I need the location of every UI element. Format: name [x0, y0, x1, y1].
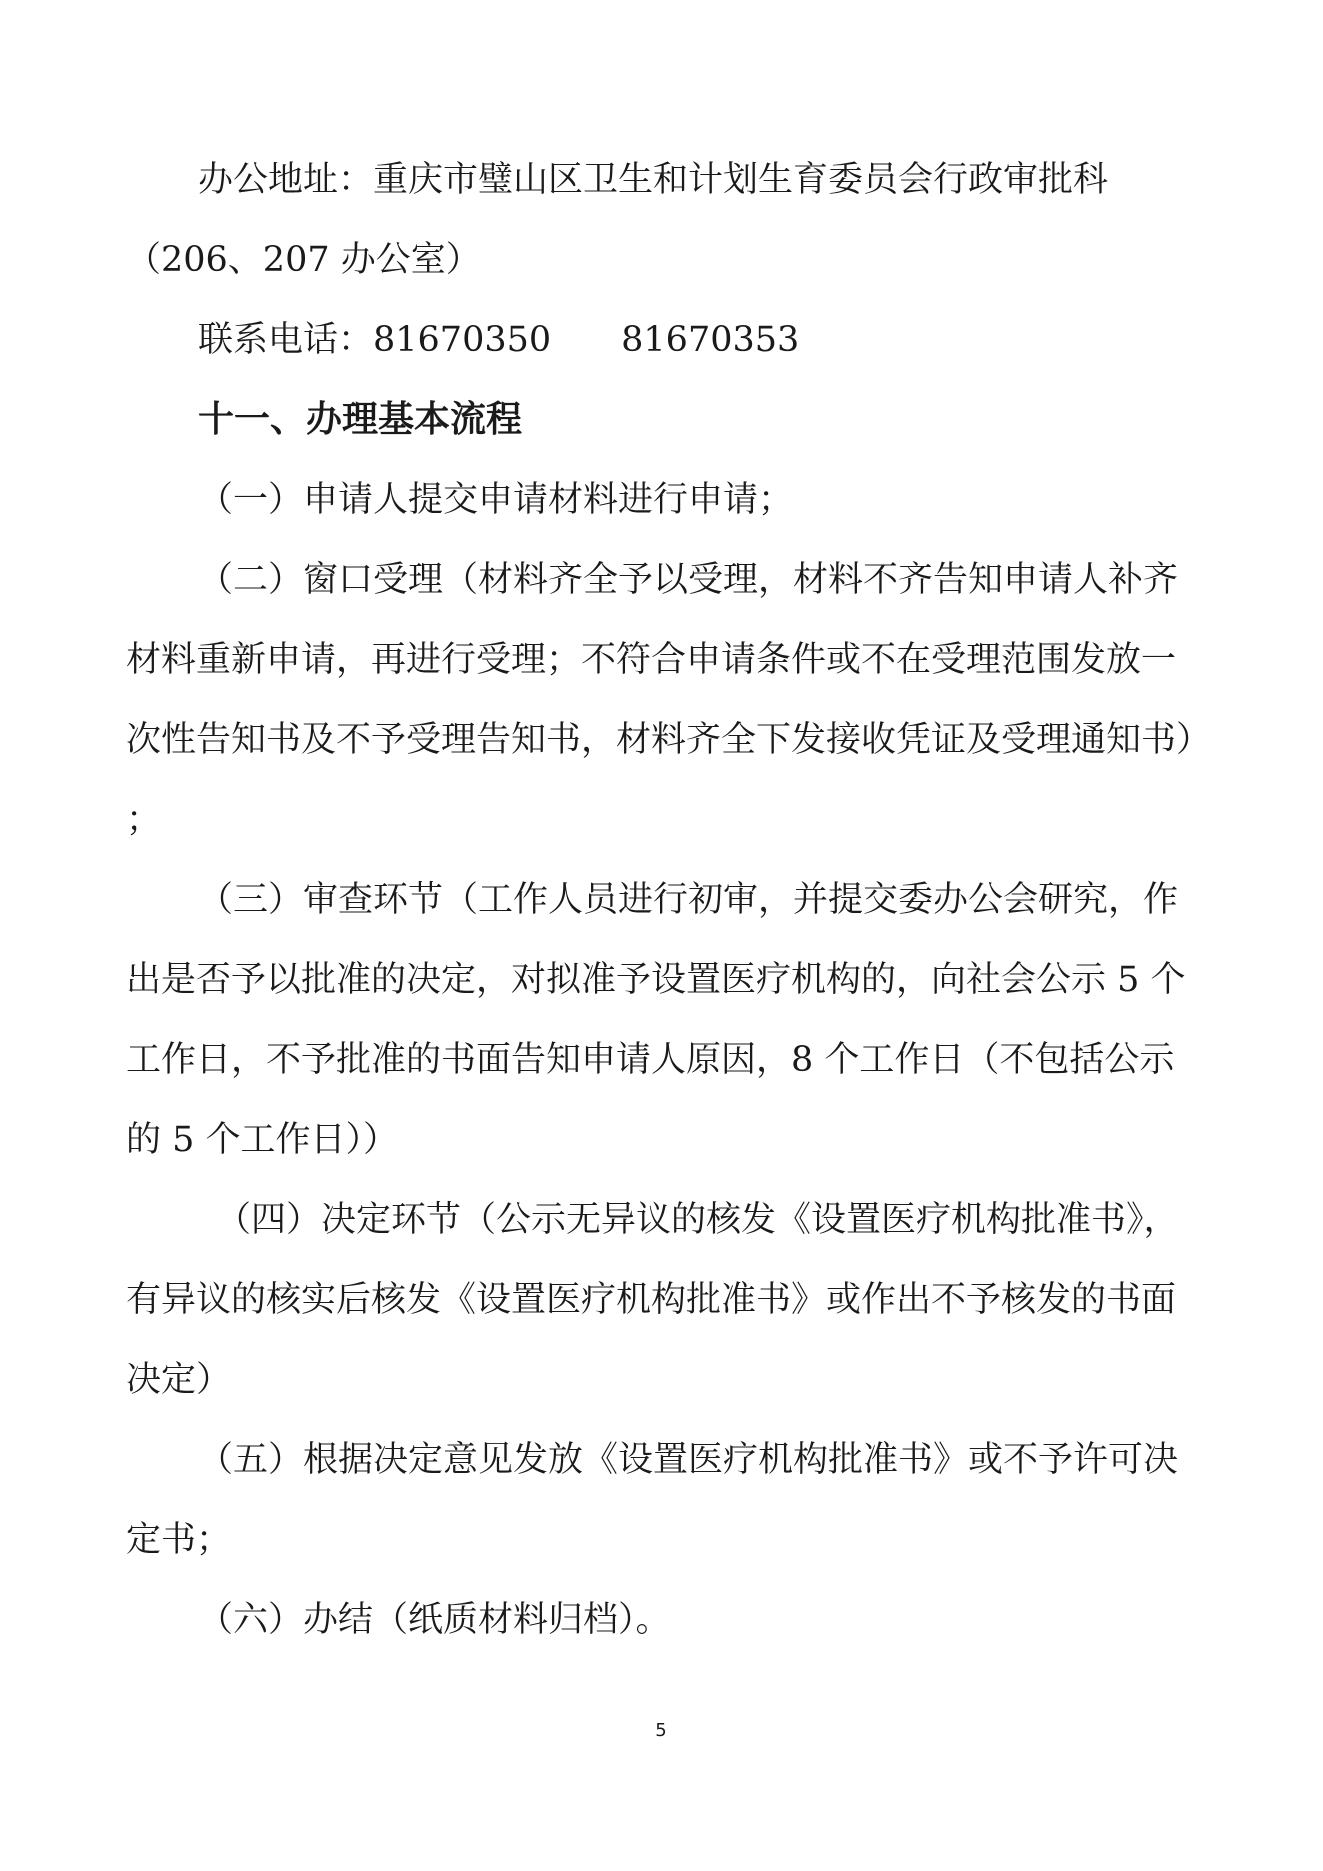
step-2-line-3: 次性告知书及不予受理告知书，材料齐全下发接收凭证及受理通知书）: [126, 720, 1212, 760]
office-address-line: 办公地址：重庆市璧山区卫生和计划生育委员会行政审批科: [198, 160, 1109, 200]
page-number: 5: [655, 1720, 667, 1741]
step-3-line-4: 的 5 个工作日））: [126, 1120, 399, 1160]
step-3-line-1: （三）审查环节（工作人员进行初审，并提交委办公会研究，作: [198, 880, 1179, 920]
step-5-line-1: （五）根据决定意见发放《设置医疗机构批准书》或不予许可决: [198, 1440, 1179, 1480]
step-3-line-2: 出是否予以批准的决定，对拟准予设置医疗机构的，向社会公示 5 个: [126, 960, 1186, 1000]
step-6-line: （六）办结（纸质材料归档）。: [198, 1600, 671, 1640]
step-1-line: （一）申请人提交申请材料进行申请；: [198, 480, 794, 520]
step-4-line-3: 决定）: [126, 1360, 232, 1400]
step-4-line-2: 有异议的核实后核发《设置医疗机构批准书》或作出不予核发的书面: [126, 1280, 1177, 1320]
section-heading: 十一、办理基本流程: [198, 399, 523, 440]
step-5-line-2: 定书；: [126, 1520, 232, 1560]
step-3-line-3: 工作日，不予批准的书面告知申请人原因，8 个工作日（不包括公示: [126, 1040, 1175, 1080]
step-4-line-1: （四）决定环节（公示无异议的核发《设置医疗机构批准书》，: [216, 1200, 1179, 1240]
step-2-line-2: 材料重新申请，再进行受理；不符合申请条件或不在受理范围发放一: [126, 640, 1177, 680]
step-2-line-4: ；: [126, 800, 162, 840]
step-2-line-1: （二）窗口受理（材料齐全予以受理，材料不齐告知申请人补齐: [198, 560, 1179, 600]
office-room-line: （206、207 办公室）: [126, 240, 481, 280]
contact-phone-line: 联系电话：81670350 81670353: [198, 320, 800, 360]
